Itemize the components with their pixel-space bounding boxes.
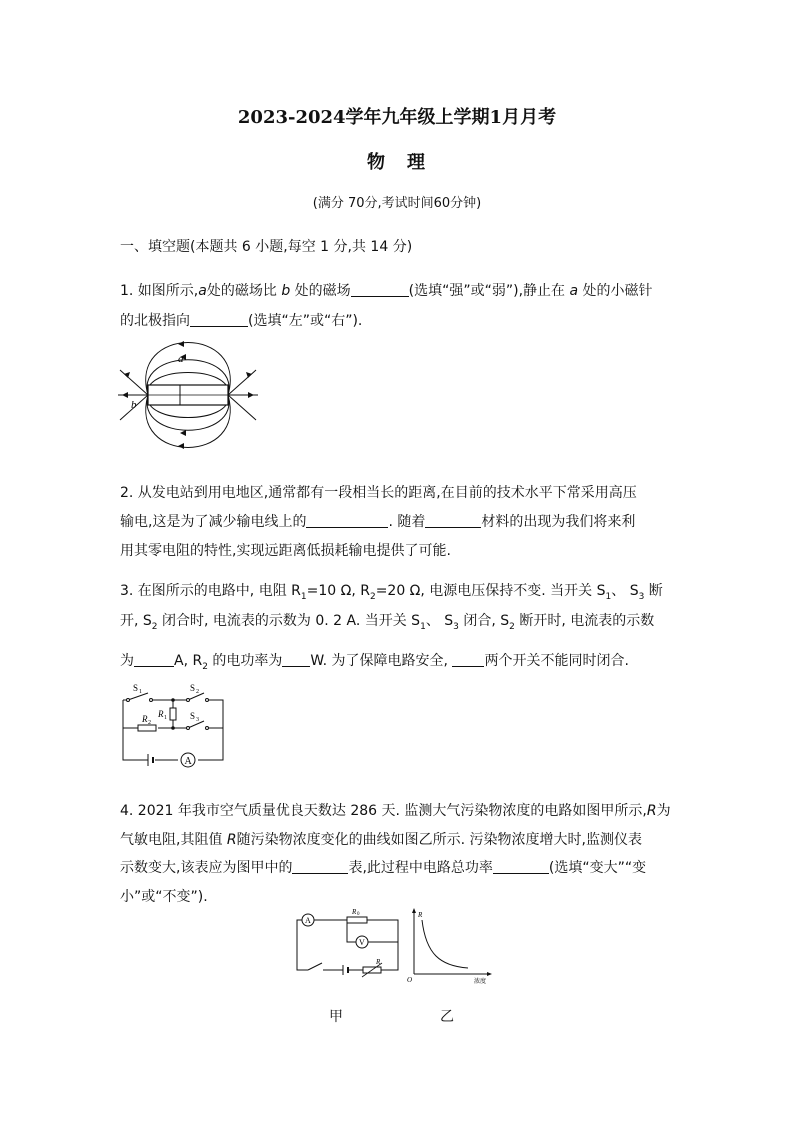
q2-text: 材料的出现为我们将来利 [481,514,636,530]
q4-line2 [120,829,642,849]
q3-text: 为 [120,653,134,669]
q4-text: 气敏电阻,其阻值 [120,832,227,848]
resistor-r0 [347,917,367,923]
q3-text: =10 Ω, R [306,583,370,599]
resistor-r1 [170,708,176,720]
q1-var-a: a [569,283,579,299]
caption-jia: 甲 [329,1009,343,1025]
label-b: b [131,399,137,411]
q3-line2 [120,610,654,632]
circuit-figure-q3 [118,680,230,770]
subscript: 3 [453,621,459,632]
q2-line3: 用其零电阻的特性,实现远距离低损耗输电提供了可能. [120,543,451,559]
q2-blank-2[interactable] [425,513,481,528]
q3-text: 3. 在图所示的电路中, 电阻 R [120,583,301,599]
subscript: 2 [148,720,151,726]
q2-blank-1[interactable] [306,513,388,528]
circuit-figure-jia [292,906,404,978]
q3-text: 两个开关不能同时闭合. [484,653,629,669]
q3-line1 [120,580,663,602]
q4-blank-1[interactable] [292,859,348,874]
q3-text: 、 S [425,613,454,629]
voltmeter-label: V [359,938,365,947]
resistor-r1-label: R [158,709,164,719]
q1-var-a: a [198,283,207,299]
q3-text: 断开时, 电流表的示数 [514,613,655,629]
q1-text: 处的磁场比 [206,283,282,299]
q2-text: 输电,这是为了减少输电线上的 [120,514,307,530]
subscript: 2 [196,689,199,695]
subscript: 2 [151,621,158,632]
q1-text: 的北极指向 [120,313,190,329]
q3-text: 开, S [120,613,152,629]
subscript: 1 [164,715,167,721]
resistance-curve-figure [404,906,500,988]
q1-var-b: b [281,283,291,299]
label-a: a [178,353,184,365]
q3-text: 、 S [611,583,639,599]
q4-line3 [120,857,646,877]
subscript: 3 [638,591,645,602]
q3-text: 闭合时, 电流表的示数为 0. 2 A. 当开关 S [157,613,421,629]
q1-blank-1[interactable] [351,282,409,297]
q3-blank-2[interactable] [282,652,310,667]
subscript: 1 [300,591,307,602]
q4-text: (选填“变大”“变 [548,860,647,876]
q1-text: (选填“左”或“右”). [248,313,363,329]
q2-text: . 随着 [388,514,426,530]
switch-s3-label: S [190,711,196,721]
x-axis-label: 浓度 [474,978,487,985]
q1-line2 [120,310,362,330]
subscript: 3 [196,717,199,723]
q4-text: 随污染物浓度变化的曲线如图乙所示. 污染物浓度增大时,监测仪表 [236,832,642,848]
ammeter-label: A [184,756,192,767]
q3-text: =20 Ω, 电源电压保持不变. 当开关 S [375,583,606,599]
resistor-r2 [138,725,156,731]
switch-s1-label: S [133,683,139,693]
q1-text: 处的磁场 [290,283,351,299]
q2-line2 [120,511,635,531]
q2-line1: 2. 从发电站到用电地区,通常都有一段相当长的距离,在目前的技术水平下常采用高压 [120,485,637,501]
subscript: 1 [420,621,426,632]
q3-blank-1[interactable] [134,652,174,667]
subscript: 2 [369,591,376,602]
ammeter-label: A [305,916,311,925]
q4-var-r: R [646,803,657,819]
switch-s2-label: S [190,683,196,693]
subscript: 1 [139,689,142,695]
q4-blank-2[interactable] [493,859,549,874]
origin-label: O [407,976,413,984]
gas-sensor-label: R [376,958,381,966]
subscript: 2 [202,661,208,672]
q3-line3 [120,650,629,672]
section-heading: 一、填空题(本题共 6 小题,每空 1 分,共 14 分) [120,239,413,255]
subscript: 1 [605,591,612,602]
y-axis-label: R [418,911,423,919]
q3-text: 闭合, S [458,613,510,629]
magnet-field-figure [118,340,258,450]
q4-text: 4. 2021 年我市空气质量优良天数达 286 天. 监测大气污染物浓度的电路如图甲所示, [120,803,647,819]
q3-text: 的电功率为 [207,653,283,669]
q4-var-r: R [226,832,237,848]
q3-blank-3[interactable] [452,652,484,667]
subscript: 2 [509,621,515,632]
q1-text: 处的小磁针 [578,283,653,299]
q3-text: A, R [174,653,203,669]
resistor-r2-label: R [142,714,148,724]
q4-text: 为 [656,803,671,819]
caption-yi: 乙 [440,1009,454,1025]
q3-text: 断 [644,583,663,599]
q3-text: W. 为了保障电路安全, [310,653,453,669]
q1-blank-2[interactable] [190,312,248,327]
subscript: 0 [357,912,360,917]
exam-title: 2023-2024学年九年级上学期1月月考 [237,107,557,128]
q4-text: 表,此过程中电路总功率 [348,860,493,876]
q1-text: (选填“强”或“弱”),静止在 [408,283,570,299]
q1-line1 [120,280,653,300]
resistor-r0-label: R [352,908,357,916]
exam-note: (满分 70分,考试时间60分钟) [312,196,482,211]
q4-line4: 小”或“不变”). [120,889,208,905]
q4-text: 示数变大,该表应为图甲中的 [120,860,293,876]
subject-title: 物 理 [367,152,427,173]
q1-text: 1. 如图所示, [120,283,199,299]
q4-line1 [120,800,671,820]
